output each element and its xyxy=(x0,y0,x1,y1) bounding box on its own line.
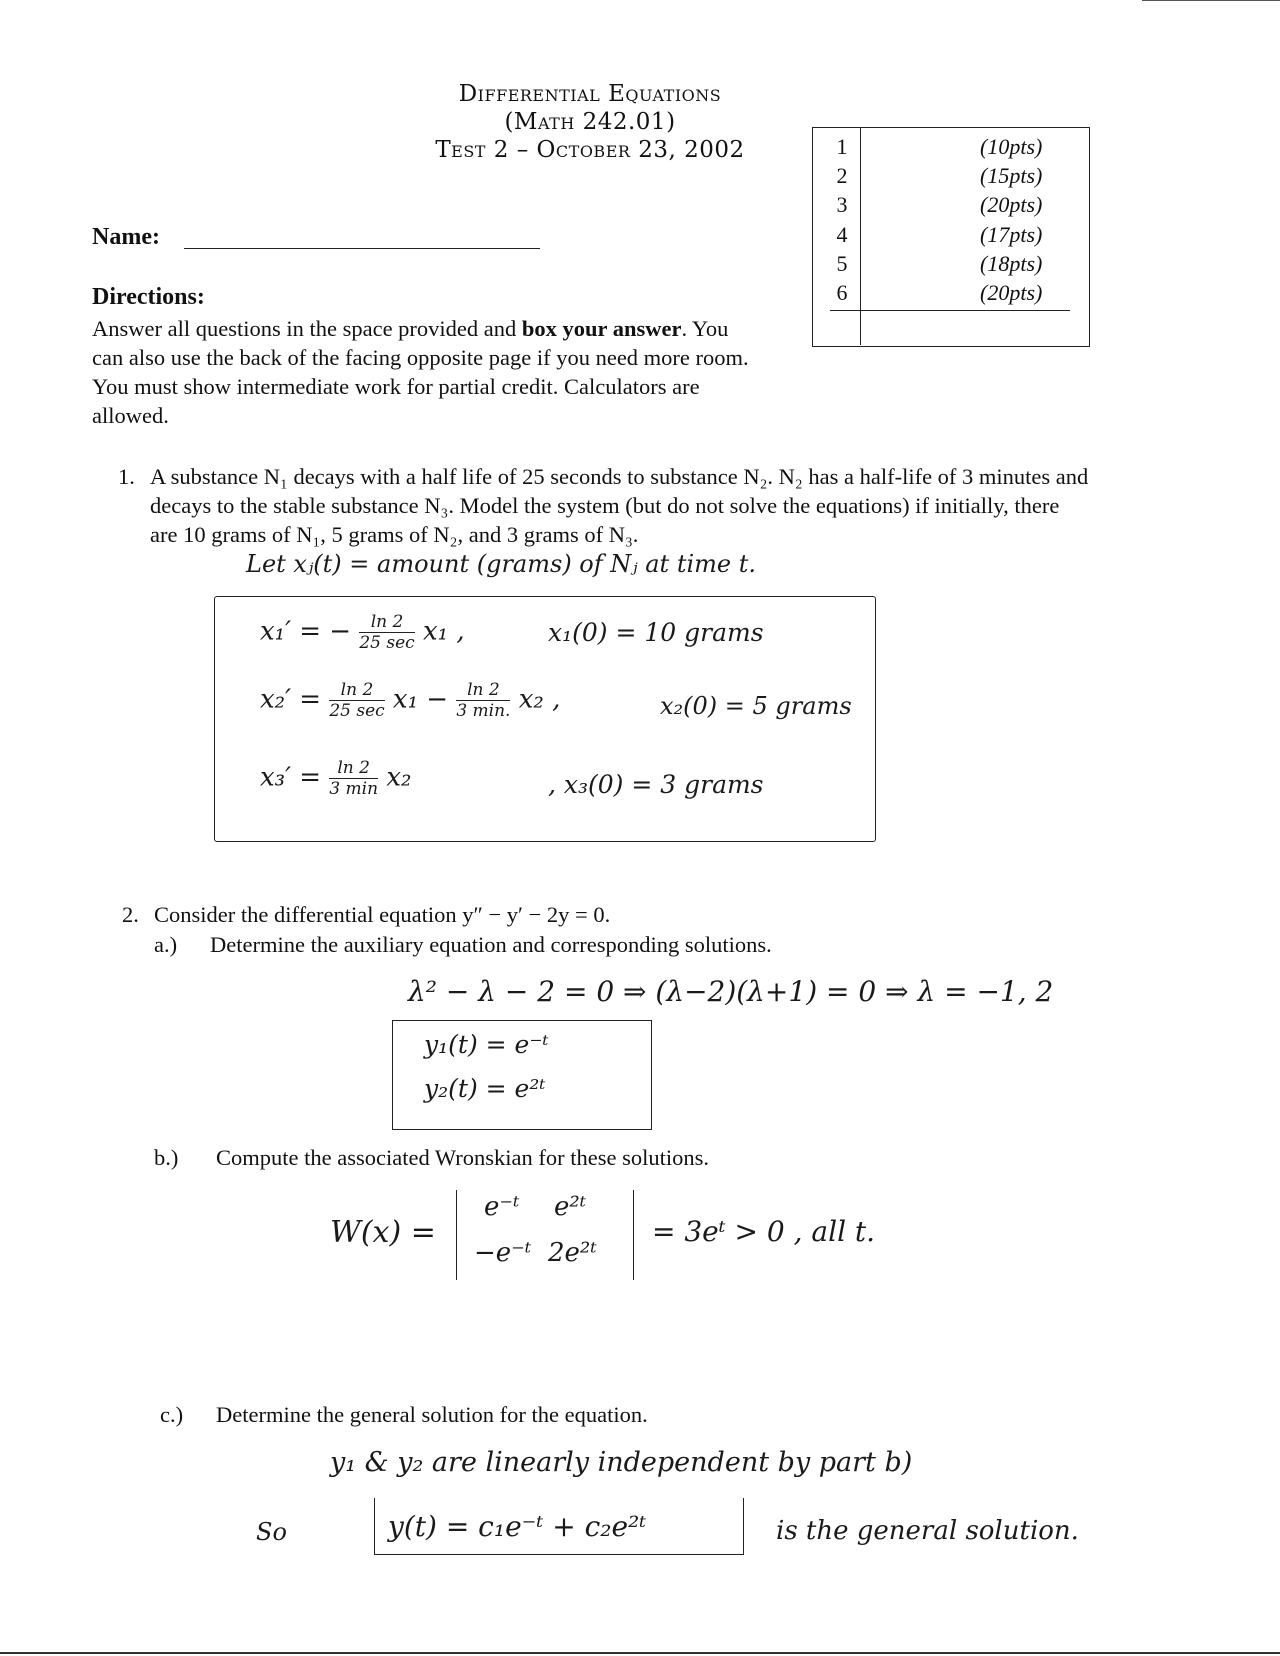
q2a-y2: y₂(t) = e²ᵗ xyxy=(424,1074,546,1103)
q1-eq2-fraction2 xyxy=(456,680,510,721)
name-field-line[interactable] xyxy=(184,248,540,249)
q2b-r2c2: 2e²ᵗ xyxy=(548,1238,597,1268)
q1-eq2-num2: ln 2 xyxy=(456,680,510,701)
q2c-independence-note: y₁ & y₂ are linearly independent by part b) xyxy=(330,1447,913,1478)
q1-eq2-lhs: x₂′ = xyxy=(260,684,322,715)
q1-eq2-rhs: x₂ , xyxy=(518,684,561,715)
q2b-result: = 3eᵗ > 0 , all t. xyxy=(652,1215,876,1248)
scan-edge-bottom xyxy=(0,1652,1280,1654)
q2b-r1c2: e²ᵗ xyxy=(554,1192,587,1222)
q1-eq3-den: 3 min xyxy=(329,779,379,799)
score-row-points: (15pts) xyxy=(980,163,1043,189)
q2c-label: c.) xyxy=(160,1402,184,1427)
q1-eq2-mid: x₁ − xyxy=(392,684,449,715)
q2a-text: Determine the auxiliary equation and corresponding solutions. xyxy=(210,932,772,957)
course-number: (Math 242.01) xyxy=(504,109,676,135)
q1-eq1-lhs: x₁′ = − xyxy=(260,616,352,647)
q2a-label: a.) xyxy=(154,932,178,957)
q2b-r1c1: e⁻ᵗ xyxy=(484,1192,520,1222)
q2c-text: Determine the general solution for the equation. xyxy=(216,1402,648,1427)
score-row-number: 2 xyxy=(836,163,848,189)
q1-eq2-num1: ln 2 xyxy=(329,680,384,701)
q2b-text: Compute the associated Wronskian for these solutions. xyxy=(216,1145,709,1170)
score-row-number: 6 xyxy=(836,280,848,305)
exam-title: Differential Equations xyxy=(458,81,722,107)
score-table-total-line xyxy=(830,310,1070,311)
q1-eq3-ic: , x₃(0) = 3 grams xyxy=(548,770,764,799)
directions-text-part1: Answer all questions in the space provided and xyxy=(92,316,522,341)
score-table xyxy=(812,127,1090,347)
q1-eq3-lhs: x₃′ = xyxy=(260,762,322,793)
scan-edge-top xyxy=(1142,0,1280,1)
q2c-conclusion: is the general solution. xyxy=(776,1516,1079,1546)
q1-text: A substance N₁ decays with a half life of 25 seconds to substance N₂. N₂ has a half-life of 3 minutes and decays to the stable substance N₃. Model the system (but do not solve the equations) if initially, there are 10 grams of N₁, 5 grams of N₂, and 3 grams of N₃. xyxy=(150,464,1089,547)
q2c-general-solution: y(t) = c₁e⁻ᵗ + c₂e²ᵗ xyxy=(388,1510,647,1543)
directions-text xyxy=(92,314,752,430)
q1-eq1-fraction xyxy=(359,612,414,653)
directions-label: Directions: xyxy=(92,284,205,310)
q2a-auxiliary-equation: λ² − λ − 2 = 0 ⇒ (λ−2)(λ+1) = 0 ⇒ λ = −1, 2 xyxy=(408,975,1054,1008)
score-row-number: 3 xyxy=(836,192,848,218)
q1-number: 1. xyxy=(118,464,135,489)
score-row-points: (17pts) xyxy=(980,221,1043,247)
score-row-number: 5 xyxy=(836,250,848,276)
q1-eq3-rhs: x₂ xyxy=(386,762,412,793)
q2c-so: So xyxy=(256,1518,287,1546)
q1-eq2 xyxy=(260,680,560,721)
score-row-points: (20pts) xyxy=(980,280,1043,305)
score-row-number: 4 xyxy=(836,221,848,247)
q1-eq1-den: 25 sec xyxy=(359,633,415,653)
score-row-points: (10pts) xyxy=(980,134,1043,159)
q1-eq1-ic: x₁(0) = 10 grams xyxy=(548,618,764,647)
q1-eq1-num: ln 2 xyxy=(359,612,414,633)
q2-text: Consider the differential equation y″ − y′ − 2y = 0. xyxy=(154,902,611,927)
q1-eq3-fraction xyxy=(329,758,378,799)
q2b-lhs: W(x) = xyxy=(330,1215,436,1250)
q2b-label: b.) xyxy=(154,1145,179,1170)
name-label: Name: xyxy=(92,224,160,250)
q1-hand-definition: Let xⱼ(t) = amount (grams) of Nⱼ at time t. xyxy=(246,550,756,578)
q1-eq1-rhs: x₁ , xyxy=(422,616,465,647)
q2b-r2c1: −e⁻ᵗ xyxy=(474,1238,532,1268)
q2-number: 2. xyxy=(122,902,139,927)
test-date: Test 2 – October 23, 2002 xyxy=(435,137,745,163)
directions-text-part2: . You can also use the back of the facing opposite page if you need more room. You must show intermediate work for partial credit. Calculators are allowed. xyxy=(92,316,749,428)
score-table-divider xyxy=(860,127,861,345)
score-row-points: (20pts) xyxy=(980,192,1043,218)
q1-eq2-den2: 3 min. xyxy=(456,701,511,721)
q1-eq2-fraction1 xyxy=(329,680,384,721)
q1-eq3-num: ln 2 xyxy=(329,758,378,779)
directions-text-bold: box your answer xyxy=(521,316,682,341)
q1-eq2-ic: x₂(0) = 5 grams xyxy=(660,692,852,720)
q1-eq1 xyxy=(260,612,465,653)
score-row-points: (18pts) xyxy=(980,250,1043,276)
score-row-number: 1 xyxy=(836,134,848,159)
q2a-y1: y₁(t) = e⁻ᵗ xyxy=(424,1030,549,1059)
q1-eq3 xyxy=(260,758,411,799)
q1-eq2-den1: 25 sec xyxy=(329,701,385,721)
